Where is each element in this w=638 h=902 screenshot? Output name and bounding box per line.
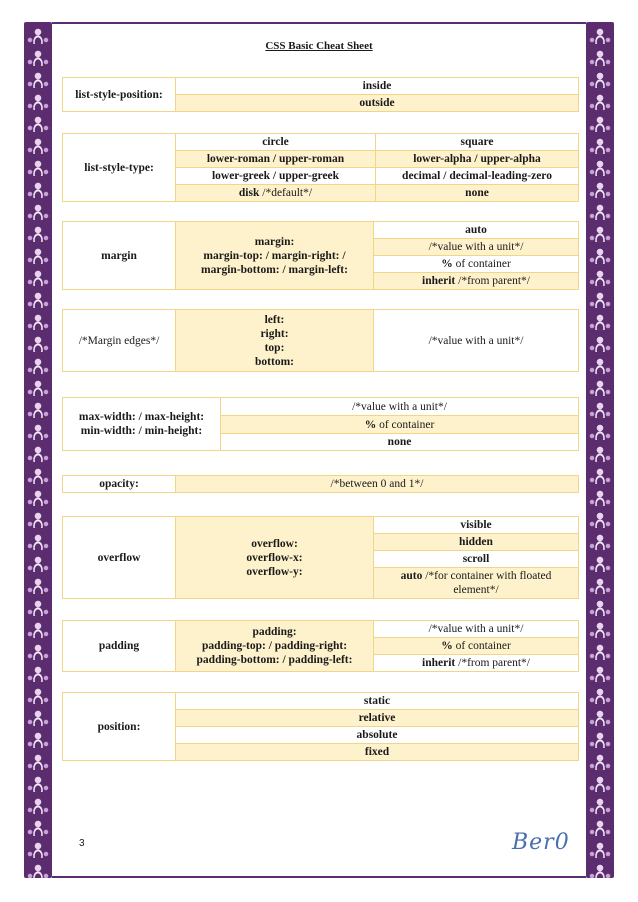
decorative-border-right (586, 22, 614, 878)
frame-bottom-line (52, 876, 586, 878)
value-cell: /*value with a unit*/ (221, 398, 579, 416)
table-margin-edges (62, 309, 579, 372)
value-cell: /*value with a unit*/ (374, 239, 579, 256)
property-cell: padding: padding-top: / padding-right: padding-bottom: / padding-left: (176, 621, 374, 672)
row-label: /*Margin edges*/ (63, 310, 176, 372)
value-keyword: % (441, 258, 453, 270)
value-cell (374, 638, 579, 655)
value-keyword: disk (238, 187, 260, 199)
value-cell (374, 256, 579, 273)
table-max-width (62, 397, 579, 451)
decorative-border-left (24, 22, 52, 878)
value-cell (374, 568, 579, 599)
row-label: margin (63, 222, 176, 290)
page-title: CSS Basic Cheat Sheet (265, 40, 373, 52)
value-cell: /*between 0 and 1*/ (176, 476, 579, 493)
row-label: list-style-position: (63, 78, 176, 112)
value-note: /*from parent*/ (455, 657, 530, 669)
value-cell: relative (176, 710, 579, 727)
value-note: /*for container with floated element*/ (422, 570, 552, 596)
property-cell: margin: margin-top: / margin-right: / margin-bottom: / margin-left: (176, 222, 374, 290)
property-cell: left: right: top: bottom: (176, 310, 374, 372)
value-cell (374, 655, 579, 672)
value-cell (221, 416, 579, 434)
value-cell: decimal / decimal-leading-zero (376, 168, 579, 185)
value-cell: inside (176, 78, 579, 95)
row-label: list-style-type: (63, 134, 176, 202)
value-cell: none (221, 434, 579, 451)
value-note: of container (376, 418, 435, 431)
value-cell: visible (374, 517, 579, 534)
value-note: /*from parent*/ (455, 275, 530, 287)
value-keyword: % (364, 418, 377, 431)
value-cell: scroll (374, 551, 579, 568)
row-label: overflow (63, 517, 176, 599)
page-number: 3 (79, 838, 85, 849)
row-label: max-width: / max-height: min-width: / min-height: (63, 398, 221, 451)
value-keyword: % (441, 640, 453, 652)
value-cell: absolute (176, 727, 579, 744)
value-note: /*default*/ (259, 187, 313, 199)
value-cell: auto (374, 222, 579, 239)
value-cell: /*value with a unit*/ (374, 310, 579, 372)
value-cell: lower-roman / upper-roman (176, 151, 376, 168)
value-cell: hidden (374, 534, 579, 551)
table-position (62, 692, 579, 761)
table-overflow (62, 516, 579, 599)
frame-top-line (52, 22, 586, 24)
value-cell: none (376, 185, 579, 202)
table-padding (62, 620, 579, 672)
row-label: position: (63, 693, 176, 761)
value-cell: circle (176, 134, 376, 151)
value-cell (176, 185, 376, 202)
author-logo: Ber0 (512, 830, 570, 855)
table-list-style-position (62, 77, 579, 112)
value-cell (374, 273, 579, 290)
value-cell: static (176, 693, 579, 710)
value-cell: square (376, 134, 579, 151)
value-cell: lower-greek / upper-greek (176, 168, 376, 185)
value-cell: lower-alpha / upper-alpha (376, 151, 579, 168)
value-keyword: inherit (422, 275, 456, 287)
row-label: opacity: (63, 476, 176, 493)
value-note: of container (452, 640, 511, 652)
value-cell: outside (176, 95, 579, 112)
property-cell: overflow: overflow-x: overflow-y: (176, 517, 374, 599)
table-margin (62, 221, 579, 290)
table-opacity (62, 475, 579, 493)
value-note: of container (452, 258, 511, 270)
value-keyword: auto (400, 570, 423, 582)
table-list-style-type (62, 133, 579, 202)
value-cell: /*value with a unit*/ (374, 621, 579, 638)
row-label: padding (63, 621, 176, 672)
value-keyword: inherit (422, 657, 456, 669)
value-cell: fixed (176, 744, 579, 761)
